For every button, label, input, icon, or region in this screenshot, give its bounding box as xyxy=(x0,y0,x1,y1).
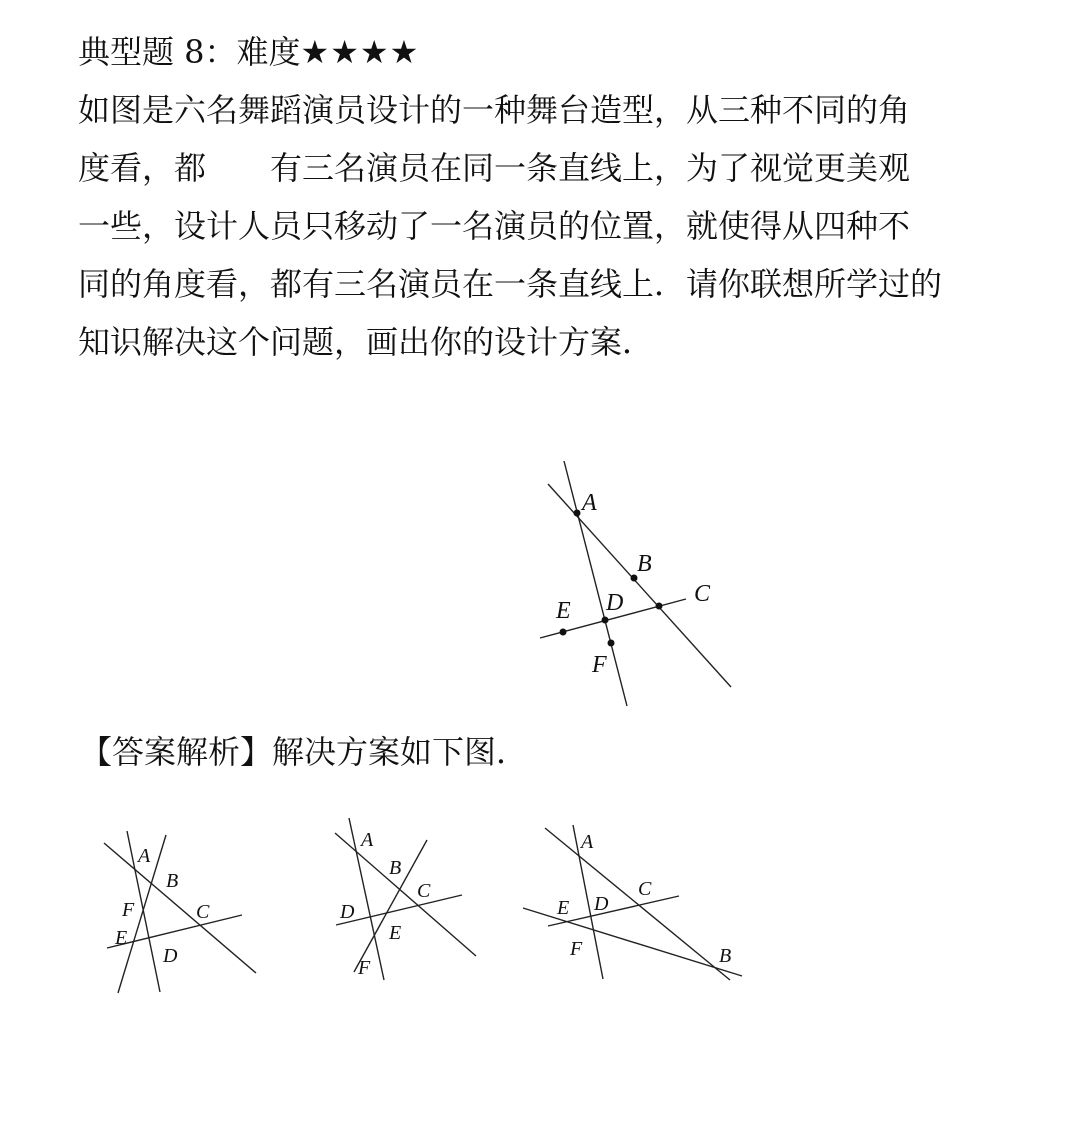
label-D: D xyxy=(594,893,609,915)
label-C: C xyxy=(694,581,711,607)
solution-figure-1 xyxy=(95,825,270,1005)
label-D: D xyxy=(163,945,178,967)
label-A: A xyxy=(138,845,151,867)
label-F: F xyxy=(122,899,135,921)
label-F: F xyxy=(358,957,371,979)
point-D xyxy=(602,617,609,624)
problem-line-3: 一些，设计人员只移动了一名演员的位置，就使得从四种不 xyxy=(78,207,911,245)
problem-line-4: 同的角度看，都有三名演员在一条直线上．请你联想所学过的 xyxy=(78,265,943,303)
label-F: F xyxy=(592,652,607,678)
solution-figure-2 xyxy=(325,812,485,987)
problem-line-5: 知识解决这个问题，画出你的设计方案． xyxy=(78,323,655,361)
label-C: C xyxy=(638,878,652,900)
line-AC xyxy=(335,833,476,956)
label-E: E xyxy=(557,897,570,919)
point-C xyxy=(656,603,663,610)
label-E: E xyxy=(115,927,128,949)
problem-line-1: 如图是六名舞蹈演员设计的一种舞台造型，从三种不同的角 xyxy=(78,91,911,129)
label-B: B xyxy=(719,945,732,967)
label-E: E xyxy=(556,598,571,624)
point-A xyxy=(574,510,581,517)
label-C: C xyxy=(196,901,210,923)
label-A: A xyxy=(581,831,594,853)
label-C: C xyxy=(417,880,431,902)
solution-figure-3 xyxy=(518,820,768,985)
label-F: F xyxy=(570,938,583,960)
label-D: D xyxy=(606,590,624,616)
label-D: D xyxy=(340,901,355,923)
label-B: B xyxy=(166,870,179,892)
answer-heading: 【答案解析】解决方案如下图． xyxy=(80,733,529,771)
label-E: E xyxy=(389,922,402,944)
point-E xyxy=(560,629,567,636)
difficulty-stars: ★★★★ xyxy=(300,33,420,71)
label-B: B xyxy=(637,551,652,577)
problem-heading-text: 典型题 8：难度 xyxy=(78,33,301,71)
label-A: A xyxy=(361,829,374,851)
point-F xyxy=(608,640,615,647)
line-DC xyxy=(336,895,462,925)
problem-line-2: 度看，都 有三名演员在同一条直线上，为了视觉更美观 xyxy=(78,149,911,187)
problem-heading xyxy=(78,30,419,74)
label-B: B xyxy=(389,857,402,879)
line-FB xyxy=(523,908,742,976)
label-A: A xyxy=(582,490,597,516)
main-figure xyxy=(520,450,760,720)
